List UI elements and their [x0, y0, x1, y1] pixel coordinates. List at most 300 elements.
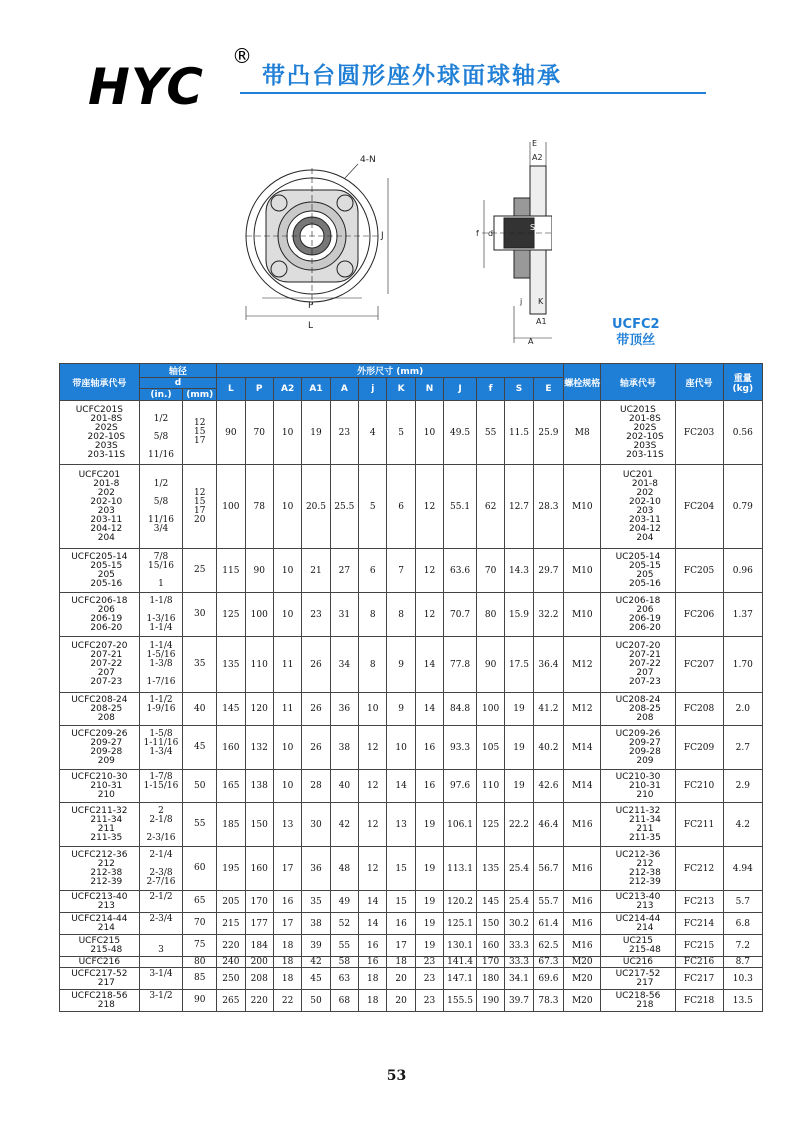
cell-line: 211-34 — [628, 814, 661, 825]
dim-cell: 63 — [330, 968, 358, 990]
dim-cell: 63.6 — [444, 549, 477, 593]
cell-line: 2-3/4 — [149, 913, 173, 924]
cell-line: 202S — [94, 422, 118, 433]
dim-cell: 10 — [387, 726, 415, 770]
inch-cell — [139, 770, 183, 803]
title-underline — [240, 92, 706, 94]
cell-line: 1-5/16 — [146, 650, 176, 660]
cell-line: 205 — [636, 569, 654, 580]
dim-cell: 58 — [330, 957, 358, 968]
dim-cell: 145 — [217, 693, 245, 726]
cell-line: 206-20 — [628, 622, 661, 633]
cell-line: UC205-14 — [615, 551, 661, 562]
cell-line: 215-48 — [90, 944, 123, 955]
housing-no-cell: FC204 — [675, 465, 723, 549]
cell-line: 218 — [636, 999, 654, 1010]
dim-cell: 8 — [359, 593, 387, 637]
table-row — [60, 726, 763, 770]
dim-cell: 26 — [302, 693, 330, 726]
weight-cell: 6.8 — [723, 913, 762, 935]
cell-line: 210-31 — [628, 780, 661, 791]
dim-cell: 12 — [415, 549, 443, 593]
cell-line: UCFC216 — [78, 956, 121, 967]
dim-cell: 42 — [330, 803, 358, 847]
weight-cell: 0.56 — [723, 401, 762, 465]
dim-cell: 12 — [359, 803, 387, 847]
cell-line: 1-3/8 — [149, 659, 173, 669]
cell-line: 207 — [636, 668, 654, 678]
dim-cell: 14.3 — [505, 549, 533, 593]
dim-cell: 10 — [273, 549, 301, 593]
dim-cell: 5 — [387, 401, 415, 465]
label-d: d — [488, 229, 494, 238]
dim-cell: 30 — [302, 803, 330, 847]
bearing-code-cell — [601, 549, 675, 593]
header-dim-col: L — [217, 378, 245, 401]
weight-cell: 2.0 — [723, 693, 762, 726]
housing-no-cell: FC203 — [675, 401, 723, 465]
header-dim-col: N — [415, 378, 443, 401]
cell-line: UC207-20 — [615, 641, 661, 651]
label-4-n: 4-N — [360, 155, 376, 165]
dim-cell: 84.8 — [444, 693, 477, 726]
dim-cell: 12 — [359, 847, 387, 891]
dim-cell: 20.5 — [302, 465, 330, 549]
dim-cell: 150 — [476, 913, 504, 935]
cell-line: UC212-36 — [615, 849, 661, 860]
dim-cell: 28.3 — [533, 465, 564, 549]
mm-cell — [183, 549, 217, 593]
cell-line: 60 — [194, 863, 206, 873]
dim-cell: 125.1 — [444, 913, 477, 935]
dim-cell: 12 — [359, 770, 387, 803]
dim-cell: 184 — [245, 935, 273, 957]
dim-cell: 18 — [359, 968, 387, 990]
dim-cell: 220 — [245, 990, 273, 1012]
housing-code-cell — [60, 401, 140, 465]
weight-cell: 0.96 — [723, 549, 762, 593]
header-dim-col: A — [330, 378, 358, 401]
dim-cell: 36 — [302, 847, 330, 891]
bearing-code-cell — [601, 593, 675, 637]
cell-line: 214 — [97, 922, 115, 933]
dim-cell: 190 — [476, 990, 504, 1012]
dim-cell: 110 — [245, 637, 273, 693]
cell-line: 15 — [194, 427, 206, 437]
cell-line: 1-1/8 — [149, 595, 173, 606]
dim-cell: 31 — [330, 593, 358, 637]
cell-line: 2-1/2 — [149, 891, 173, 902]
housing-code-cell — [60, 957, 140, 968]
bolt-cell: M14 — [564, 770, 601, 803]
cell-line: 201-8 — [631, 478, 659, 489]
dim-cell: 10 — [273, 593, 301, 637]
cell-line: 5/8 — [153, 431, 169, 442]
dim-cell: 34 — [330, 637, 358, 693]
cell-line: 209 — [97, 755, 115, 766]
technical-drawing — [232, 138, 552, 348]
dim-cell: 11 — [273, 637, 301, 693]
dim-cell: 165 — [217, 770, 245, 803]
bolt-cell: M8 — [564, 401, 601, 465]
dim-cell: 155.5 — [444, 990, 477, 1012]
dim-cell: 93.3 — [444, 726, 477, 770]
inch-cell — [139, 803, 183, 847]
cell-line: 1-1/4 — [149, 641, 173, 651]
mm-cell — [183, 637, 217, 693]
bearing-code-cell — [601, 957, 675, 968]
header-in-unit: (in.) — [139, 389, 183, 401]
dim-cell: 250 — [217, 968, 245, 990]
table-row — [60, 957, 763, 968]
housing-no-cell: FC207 — [675, 637, 723, 693]
dim-cell: 42.6 — [533, 770, 564, 803]
label-e: E — [532, 139, 538, 148]
cell-line: 207-23 — [628, 677, 661, 687]
dim-cell: 18 — [273, 968, 301, 990]
dim-cell: 10 — [273, 401, 301, 465]
cell-line: 30 — [194, 609, 206, 619]
housing-code-cell — [60, 803, 140, 847]
table-row — [60, 803, 763, 847]
cell-line: 207-21 — [628, 650, 661, 660]
dim-cell: 97.6 — [444, 770, 477, 803]
cell-line: 206 — [636, 604, 654, 615]
dim-cell: 11.5 — [505, 401, 533, 465]
cell-line: 3-1/4 — [149, 968, 173, 979]
dim-cell: 55 — [330, 935, 358, 957]
dim-cell: 70.7 — [444, 593, 477, 637]
cell-line: 1-1/2 — [149, 694, 173, 705]
dim-cell: 16 — [387, 913, 415, 935]
cell-line: 65 — [194, 896, 206, 906]
cell-line: 17 — [194, 505, 206, 516]
bearing-code-cell — [601, 935, 675, 957]
weight-cell: 7.2 — [723, 935, 762, 957]
cell-line: 207-22 — [90, 659, 123, 669]
dim-cell: 38 — [302, 913, 330, 935]
page-title: 带凸台圆形座外球面球轴承 — [262, 63, 562, 89]
cell-line: 203-11 — [628, 514, 661, 525]
table-row — [60, 465, 763, 549]
spec-table — [59, 363, 763, 1012]
cell-line: 210-31 — [90, 780, 123, 791]
cell-line: UCFC201S — [75, 404, 123, 415]
housing-no-cell: FC218 — [675, 990, 723, 1012]
housing-code-cell — [60, 935, 140, 957]
cell-line: 208-25 — [628, 703, 661, 714]
bolt-cell: M20 — [564, 990, 601, 1012]
weight-cell: 10.3 — [723, 968, 762, 990]
dim-cell: 46.4 — [533, 803, 564, 847]
cell-line: UCFC213-40 — [71, 891, 128, 902]
bolt-cell: M14 — [564, 726, 601, 770]
dim-cell: 25.9 — [533, 401, 564, 465]
bearing-code-cell — [601, 803, 675, 847]
dim-cell: 170 — [245, 891, 273, 913]
cell-line: 1/2 — [153, 478, 169, 489]
cell-line: UCFC217-52 — [71, 968, 128, 979]
dim-cell: 125 — [217, 593, 245, 637]
cell-line: 214 — [636, 922, 654, 933]
dim-cell: 10 — [415, 401, 443, 465]
cell-line: 2-7/16 — [146, 876, 176, 887]
mm-cell — [183, 990, 217, 1012]
header-housing-code: 带座轴承代号 — [60, 364, 140, 401]
dim-cell: 70 — [476, 549, 504, 593]
mm-cell — [183, 935, 217, 957]
bearing-code-cell — [601, 637, 675, 693]
cell-line: 212-38 — [90, 867, 123, 878]
inch-cell — [139, 990, 183, 1012]
bearing-code-cell — [601, 968, 675, 990]
cell-line: 5/8 — [153, 496, 169, 507]
dim-cell: 160 — [476, 935, 504, 957]
dim-cell: 40 — [330, 770, 358, 803]
bolt-cell: M16 — [564, 913, 601, 935]
cell-line: 50 — [194, 780, 206, 791]
housing-no-cell: FC206 — [675, 593, 723, 637]
cell-line: 15/16 — [148, 560, 174, 571]
housing-code-cell — [60, 968, 140, 990]
header-dim-col: E — [533, 378, 564, 401]
cell-line: 1-15/16 — [143, 780, 179, 791]
dim-cell: 62.5 — [533, 935, 564, 957]
cell-line — [140, 534, 183, 543]
cell-line: 2 — [158, 805, 164, 816]
bolt-cell: M20 — [564, 957, 601, 968]
cell-line: 202-10 — [90, 496, 123, 507]
cell-line: 217 — [636, 977, 654, 988]
dim-cell: 120 — [245, 693, 273, 726]
housing-code-cell — [60, 770, 140, 803]
dim-cell: 48 — [330, 847, 358, 891]
bolt-cell: M16 — [564, 803, 601, 847]
bolt-cell: M10 — [564, 549, 601, 593]
cell-line: 20 — [194, 514, 206, 525]
dim-cell: 100 — [245, 593, 273, 637]
housing-no-cell: FC217 — [675, 968, 723, 990]
header-dim-col: A2 — [273, 378, 301, 401]
cell-line: 201-8 — [93, 478, 120, 489]
dim-cell: 10 — [273, 465, 301, 549]
cell-line — [140, 791, 183, 800]
dim-cell: 19 — [415, 935, 443, 957]
dim-cell: 160 — [217, 726, 245, 770]
dim-cell: 265 — [217, 990, 245, 1012]
housing-code-cell — [60, 465, 140, 549]
dim-cell: 38 — [330, 726, 358, 770]
dim-cell: 11 — [273, 693, 301, 726]
bearing-code-cell — [601, 465, 675, 549]
cell-line: 213 — [636, 900, 654, 911]
cell-line: 205-16 — [628, 578, 661, 589]
dim-cell: 41.2 — [533, 693, 564, 726]
dim-cell: 100 — [476, 693, 504, 726]
cell-line: UCFC210-30 — [71, 771, 128, 782]
cell-line: 208 — [636, 712, 654, 723]
dim-cell: 205 — [217, 891, 245, 913]
mm-cell — [183, 968, 217, 990]
cell-line: 208-25 — [90, 703, 123, 714]
dim-cell: 160 — [245, 847, 273, 891]
dim-cell: 12 — [415, 593, 443, 637]
label-l: L — [308, 321, 314, 331]
header-dim-col: A1 — [302, 378, 330, 401]
weight-cell: 13.5 — [723, 990, 762, 1012]
housing-no-cell: FC212 — [675, 847, 723, 891]
cell-line: 1-3/16 — [146, 613, 176, 624]
cell-line: 205-16 — [90, 578, 123, 589]
cell-line: 218 — [97, 999, 115, 1010]
label-s: S — [530, 223, 536, 232]
dim-cell: 10 — [273, 770, 301, 803]
cell-line: UC218-56 — [615, 990, 661, 1001]
cell-line: 212-39 — [628, 876, 661, 887]
dim-cell: 17.5 — [505, 637, 533, 693]
cell-line: 211 — [636, 823, 654, 834]
cell-line: 213 — [97, 900, 115, 911]
dim-cell: 16 — [415, 770, 443, 803]
cell-line: 1-9/16 — [146, 703, 176, 714]
dim-cell: 50 — [302, 990, 330, 1012]
cell-line: UC217-52 — [615, 968, 661, 979]
weight-cell: 8.7 — [723, 957, 762, 968]
cell-line: UC209-26 — [615, 728, 661, 739]
dim-cell: 17 — [273, 913, 301, 935]
dim-cell: 22.2 — [505, 803, 533, 847]
cell-line: 204 — [97, 532, 115, 543]
dim-cell: 16 — [359, 957, 387, 968]
cell-line: 2-3/16 — [146, 832, 176, 843]
dim-cell: 10 — [273, 726, 301, 770]
dim-cell: 55.7 — [533, 891, 564, 913]
dim-cell: 42 — [302, 957, 330, 968]
dim-cell: 17 — [387, 935, 415, 957]
dim-cell: 106.1 — [444, 803, 477, 847]
cell-line: 1-5/8 — [149, 728, 173, 739]
housing-no-cell: FC214 — [675, 913, 723, 935]
dim-cell: 55 — [476, 401, 504, 465]
dim-cell: 61.4 — [533, 913, 564, 935]
registered-mark: ® — [232, 44, 252, 68]
dim-cell: 36.4 — [533, 637, 564, 693]
weight-cell: 2.7 — [723, 726, 762, 770]
header-housing-no: 座代号 — [675, 364, 723, 401]
cell-line: 210 — [636, 789, 654, 800]
bolt-cell: M10 — [564, 465, 601, 549]
cell-line: 203 — [97, 505, 115, 516]
cell-line: 70 — [194, 918, 206, 928]
dim-cell: 23 — [330, 401, 358, 465]
dim-cell: 90 — [217, 401, 245, 465]
mm-cell — [183, 593, 217, 637]
table-row — [60, 401, 763, 465]
dim-cell: 150 — [245, 803, 273, 847]
inch-cell — [139, 891, 183, 913]
dim-cell: 9 — [387, 637, 415, 693]
dim-cell: 15.9 — [505, 593, 533, 637]
cell-line: 215-48 — [628, 944, 661, 955]
bearing-code-cell — [601, 847, 675, 891]
label-a2: A2 — [532, 153, 543, 162]
table-row — [60, 935, 763, 957]
dim-cell: 69.6 — [533, 968, 564, 990]
cell-line: UCFC205-14 — [71, 551, 128, 562]
dim-cell: 13 — [387, 803, 415, 847]
dim-cell: 22 — [273, 990, 301, 1012]
cell-line: 205 — [97, 569, 115, 580]
cell-line: UCFC218-56 — [71, 990, 128, 1001]
housing-code-cell — [60, 549, 140, 593]
table-row — [60, 913, 763, 935]
label-j-small: j — [520, 297, 523, 306]
inch-cell — [139, 847, 183, 891]
mm-cell — [183, 847, 217, 891]
bolt-cell: M10 — [564, 593, 601, 637]
dim-cell: 39 — [302, 935, 330, 957]
cell-line: 203 — [636, 505, 654, 516]
mm-cell — [183, 957, 217, 968]
cell-line: 206 — [97, 604, 115, 615]
dim-cell: 30.2 — [505, 913, 533, 935]
dim-cell: 90 — [245, 549, 273, 593]
header-dim-col: f — [476, 378, 504, 401]
dim-cell: 52 — [330, 913, 358, 935]
cell-line: 207-22 — [628, 659, 661, 669]
dim-cell: 55.1 — [444, 465, 477, 549]
table-row — [60, 847, 763, 891]
bolt-cell: M12 — [564, 637, 601, 693]
cell-line: 3-1/2 — [149, 990, 173, 1001]
dim-cell: 10 — [359, 693, 387, 726]
inch-cell — [139, 593, 183, 637]
housing-no-cell: FC215 — [675, 935, 723, 957]
dim-cell: 9 — [387, 693, 415, 726]
dim-cell: 8 — [387, 593, 415, 637]
housing-code-cell — [60, 891, 140, 913]
cell-line: 205-15 — [90, 560, 123, 571]
inch-cell — [139, 465, 183, 549]
dim-cell: 135 — [476, 847, 504, 891]
cell-line: 17 — [194, 436, 206, 446]
dim-cell: 215 — [217, 913, 245, 935]
cell-line: 207 — [97, 668, 115, 678]
dim-cell: 8 — [359, 637, 387, 693]
weight-cell: 5.7 — [723, 891, 762, 913]
bearing-code-cell — [601, 401, 675, 465]
housing-no-cell: FC210 — [675, 770, 723, 803]
cell-line: 12 — [194, 487, 206, 498]
cell-line: 12 — [194, 418, 206, 428]
dim-cell: 12 — [359, 726, 387, 770]
cell-line — [140, 714, 183, 723]
inch-cell — [139, 637, 183, 693]
brand-logo: HYC — [88, 58, 204, 116]
cell-line: UC210-30 — [615, 771, 661, 782]
dim-cell: 113.1 — [444, 847, 477, 891]
cell-line: UCFC208-24 — [71, 694, 128, 705]
cell-line — [140, 1001, 183, 1010]
dim-cell: 180 — [476, 968, 504, 990]
housing-no-cell: FC211 — [675, 803, 723, 847]
table-row — [60, 593, 763, 637]
inch-cell — [139, 549, 183, 593]
cell-line: UCFC209-26 — [71, 728, 128, 739]
dim-cell: 135 — [217, 637, 245, 693]
dim-cell: 195 — [217, 847, 245, 891]
bolt-cell: M16 — [564, 847, 601, 891]
